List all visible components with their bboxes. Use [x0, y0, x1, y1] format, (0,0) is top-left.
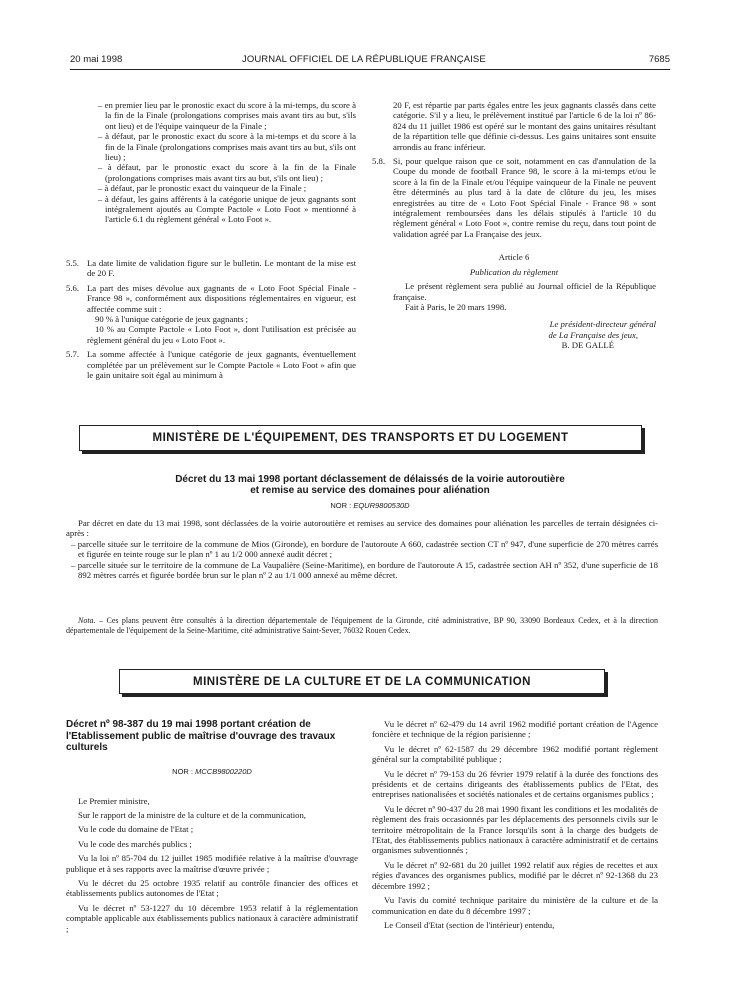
- header-page-number: 7685: [648, 54, 670, 65]
- ministry-equipement-banner: MINISTÈRE DE L'ÉQUIPEMENT, DES TRANSPORTS ET DU LOGEMENT: [79, 425, 642, 451]
- parcel-1: – parcelle située sur le territoire de la commune de Mios (Gironde), en bordure de l'autoroute A 660, cadastrée section CT nº 947, d'une superficie de 270 mètres carrés et figurée en teinte rouge sur le plan nº 1 au 1/2 000 annexé audit décret ;: [71, 538, 658, 560]
- item-5-5: 5.5. La date limite de validation figure sur le bulletin. Le montant de la mise est de 20 F.: [66, 258, 356, 279]
- visa-decret-90-437: Vu le décret nº 90-437 du 28 mai 1990 fixant les conditions et les modalités de règlement des frais occasionnés par les déplacements des personnels civils sur le territoire métropolitain de la France lorsqu'ils sont à la charge des budgets de l'Etat, des établissements publics nationaux à caractère administratif et de certains organismes subventionnés ;: [372, 803, 658, 856]
- decret-1-intro: Par décret en date du 13 mai 1998, sont déclassées de la voirie autoroutière et remises au service des domaines pour aliénation les parcelles de terrain désignées ci-après :: [66, 518, 658, 539]
- signatory-role-1: Le président-directeur général: [549, 319, 656, 330]
- visa-loi-85-704: Vu la loi nº 85-704 du 12 juillet 1985 modifiée relative à la maîtrise d'ouvrage publique et à ses rapports avec la maîtrise d'œuvre privée ;: [66, 853, 358, 874]
- sur-rapport: Sur le rapport de la ministre de la culture et de la communication,: [78, 809, 306, 820]
- item-5-6: 5.6. La part des mises dévolue aux gagnants de « Loto Foot Spécial Finale - France 98 », conformément aux dispositions réglementaires en vigueur, est affectée comme suit :: [66, 282, 356, 314]
- visa-decret-79-153: Vu le décret nº 79-153 du 26 février 1979 relatif à la durée des fonctions des présidents et de certains dirigeants des établissements publics de l'Etat, des entreprises nationalisées et sociétés nationales et de certains organismes publics ;: [372, 768, 658, 800]
- decret-1-body: [66, 518, 658, 580]
- publication-text: Le présent règlement sera publié au Journal officiel de la République française.: [393, 281, 656, 302]
- nota-label: Nota.: [78, 616, 96, 625]
- header-journal-title: JOURNAL OFFICIEL DE LA RÉPUBLIQUE FRANÇAISE: [242, 54, 486, 65]
- visa-code-marches: Vu le code des marchés publics ;: [78, 838, 192, 849]
- item-5-7: 5.7. La somme affectée à l'unique catégorie de jeux gagnants, éventuellement complétée par un prélèvement sur le Compte Pactole « Loto Foot » afin que le gain unitaire soit égal au minimum à: [66, 349, 356, 381]
- share-10-percent: 10 % au Compte Pactole « Loto Foot », dont l'utilisation est précisée au règlement général du jeu « Loto Foot ».: [87, 324, 356, 345]
- visa-decret-92-681: Vu le décret nº 92-681 du 20 juillet 1992 relatif aux régies de recettes et aux régies d'avances des organismes publics, modifié par le décret nº 92-1368 du 23 décembre 1992 ;: [372, 859, 658, 891]
- decret-2-left-column: [66, 719, 358, 934]
- header-date: 20 mai 1998: [70, 54, 123, 65]
- decret-1-nor: NOR : EQUR9800530D: [330, 501, 410, 510]
- visa-decret-62-479: Vu le décret nº 62-479 du 14 avril 1962 modifié portant création de l'Agence foncière et technique de la région parisienne ;: [372, 719, 658, 740]
- right-column: [372, 100, 656, 351]
- article-subheading: Publication du règlement: [469, 266, 559, 277]
- page-header: [70, 54, 670, 68]
- parcel-2: – parcelle située sur le territoire de la commune de La Vaupalière (Seine-Maritime), en bordure de l'autoroute A 15, cadastrée section AH nº 352, d'une superficie de 18 892 mètres carrés et figurée bordée brun sur le plan nº 2 au 1/1 000 annexé au même décret.: [71, 559, 658, 581]
- score-rule-4: – à défaut, par le pronostic exact du vainqueur de la Finale ;: [98, 183, 307, 194]
- decret-1-title: Décret du 13 mai 1998 portant déclassement de délaissés de la voirie autoroutière et remise au service des domaines pour aliénation: [175, 474, 565, 496]
- decret-1-nota: [66, 608, 658, 644]
- score-rule-2: – à défaut, par le pronostic exact du score à la mi-temps et du score à la fin de la Finale (prolongations comprises mais avant tirs au but, s'ils ont lieu) ;: [98, 131, 356, 163]
- visa-decret-1935: Vu le décret du 25 octobre 1935 relatif au contrôle financier des offices et établissements publics autonomes de l'Etat ;: [66, 877, 358, 899]
- article-heading: Article 6: [498, 252, 530, 263]
- score-rule-3: – à défaut, par le pronostic exact du score à la fin de la Finale (prolongations comprises mais avant tirs au but, s'ils ont lieu) ;: [98, 162, 356, 183]
- date-place: Fait à Paris, le 20 mars 1998.: [405, 301, 507, 312]
- item-5-7-continued: 20 F, est répartie par parts égales entre les jeux gagnants classés dans cette catégorie. S'il y a lieu, le prélèvement institué par l'article 6 de la loi nº 86-824 du 11 juillet 1986 est opéré sur le montant des gains unitaires résultant de la répartition telle que définie ci-dessus. Les gains unitaires sont ensuite arrondis au franc inférieur.: [393, 100, 656, 152]
- decret-2-visas-left: [66, 796, 358, 934]
- decret-2-nor: NOR : MCCB9800220D: [172, 766, 252, 776]
- signatory-name: B. DE GALLÉ: [561, 340, 614, 351]
- visa-decret-62-1587: Vu le décret nº 62-1587 du 29 décembre 1962 modifié portant règlement général sur la comptabilité publique ;: [372, 743, 658, 765]
- visa-avis-comite: Vu l'avis du comité technique paritaire du ministère de la culture et de la communication en date du 8 décembre 1997 ;: [372, 895, 658, 916]
- header-rule: [70, 69, 670, 70]
- premier-ministre: Le Premier ministre,: [78, 795, 150, 806]
- left-column: [86, 100, 356, 225]
- ministry-culture-banner: MINISTÈRE DE LA CULTURE ET DE LA COMMUNICATION: [119, 669, 605, 694]
- item-5-8: 5.8. Si, pour quelque raison que ce soit, notamment en cas d'annulation de la Coupe du monde de football France 98, le score à la mi-temps et/ou le score à la fin de la Finale et/ou l'équipe vainqueur de la Finale ne peuvent être déterminés au plus tard à la date de clôture du jeu, les mises enregistrées au titre de « Loto Foot Spécial Finale - France 98 » sont intégralement remboursées dans les délais stipulés à l'article 10 du règlement général « Loto Foot », contre remise du reçu, dans tout point de validation agréé par La Française des jeux.: [372, 156, 656, 239]
- decret-2-title: Décret nº 98-387 du 19 mai 1998 portant création de l'Etablissement public de maîtrise d'ouvrage des travaux culturels: [66, 719, 336, 753]
- visa-conseil-etat: Le Conseil d'Etat (section de l'intérieur) entendu,: [384, 919, 555, 930]
- share-90-percent: 90 % à l'unique catégorie de jeux gagnants ;: [95, 314, 249, 325]
- visa-decret-53-1227: Vu le décret nº 53-1227 du 10 décembre 1953 relatif à la réglementation comptable applicable aux établissements publics nationaux à caractère administratif ;: [66, 902, 358, 934]
- score-rule-5: – à défaut, les gains afférents à la catégorie unique de jeux gagnants sont intégralement ajoutés au Compte Pactole « Loto Foot » mentionné à l'article 6.1 du règlement général « Loto Foot ».: [98, 193, 356, 225]
- left-column-items: [66, 258, 356, 380]
- nota-text: – Ces plans peuvent être consultés à la direction départementale de l'équipement de la Gironde, cité administrative, BP 90, 33090 Bordeaux Cedex, et à la direction départementale de l'équipement de la Seine-Maritime, cité administrative Saint-Sever, 76032 Rouen Cedex.: [66, 616, 658, 635]
- visa-code-domaine: Vu le code du domaine de l'Etat ;: [78, 824, 194, 835]
- signatory-role-2: de La Française des jeux,: [548, 329, 638, 340]
- decret-2-right-column: [372, 719, 658, 930]
- score-rule-1: – en premier lieu par le pronostic exact du score à la mi-temps, du score à la fin de la Finale (prolongations comprises mais avant tirs au but, s'ils ont lieu) et de l'équipe vainqueur de la Finale ;: [98, 100, 356, 131]
